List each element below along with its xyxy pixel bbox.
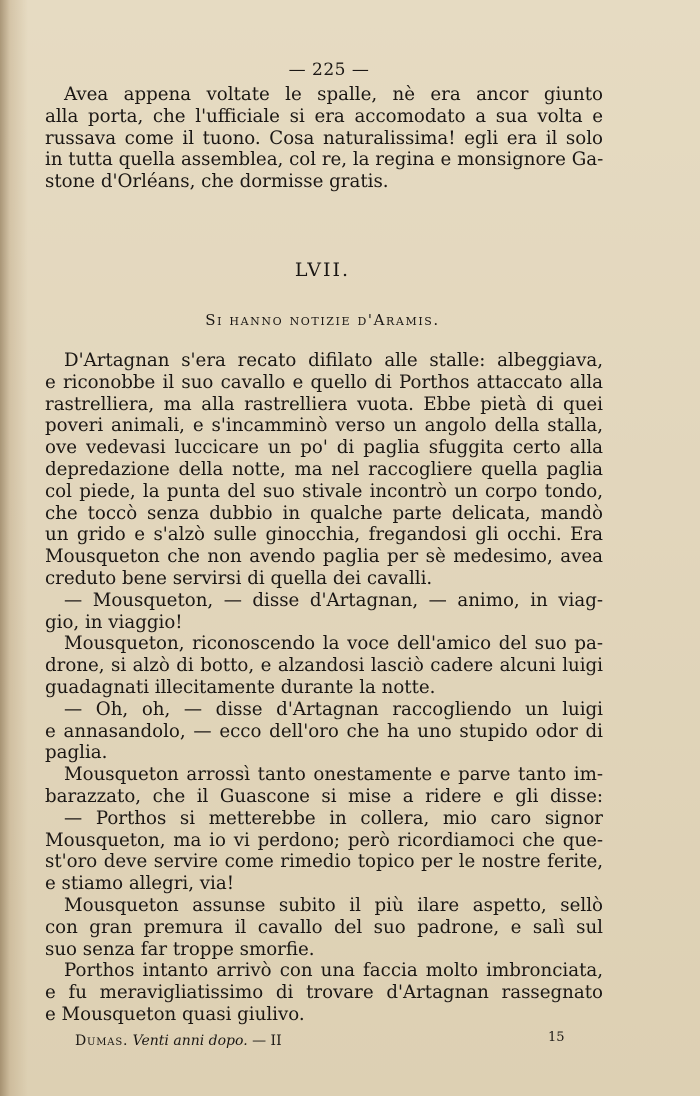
footer-imprint	[75, 1033, 282, 1049]
text-line: Porthos intanto arrivò con una faccia molto imbronciata,	[64, 960, 603, 982]
text-line: che toccò senza dubbio in qualche parte delicata, mandò	[45, 502, 603, 524]
text-line: e stiamo allegri, via!	[45, 873, 235, 895]
text-line: D'Artagnan s'era recato difilato alle stalle: albeggiava,	[64, 350, 603, 371]
text-line: poveri animali, e s'incamminò verso un angolo della stalla,	[45, 415, 603, 437]
text-line: Avea appena voltate le spalle, nè era ancor giunto	[64, 84, 603, 105]
chapter-number: LVII.	[294, 259, 351, 281]
footer-author: Dumas.	[75, 1033, 129, 1049]
text-line: — Oh, oh, — disse d'Artagnan raccogliendo un luigi	[64, 698, 603, 720]
text-line: gio, in viaggio!	[45, 611, 183, 633]
text-line: suo senza far troppe smorfie.	[45, 938, 315, 960]
text-line: Mousqueton, ma io vi perdono; però ricordiamoci che que-	[45, 829, 603, 851]
text-line: rastrelliera, ma alla rastrelliera vuota. Ebbe pietà di quei	[45, 393, 603, 415]
text-line: un grido e s'alzò sulle ginocchia, fregandosi gli occhi. Era	[45, 524, 603, 546]
text-line: barazzato, che il Guascone si mise a ridere e gli disse:	[45, 785, 603, 807]
text-line: ove vedevasi luccicare un po' di paglia sfuggita certo alla	[45, 437, 603, 459]
text-line: con gran premura il cavallo del suo padrone, e salì sul	[45, 916, 603, 938]
text-line: st'oro deve servire come rimedio topico per le nostre ferite,	[45, 851, 603, 873]
text-line: depredazione della notte, ma nel raccogliere quella paglia	[45, 458, 603, 480]
text-line: stone d'Orléans, che dormisse gratis.	[45, 171, 389, 193]
footer-title: Venti anni dopo.	[132, 1033, 248, 1049]
signature-mark: 15	[548, 1030, 565, 1045]
text-line: drone, si alzò di botto, e alzandosi lasciò cadere alcuni luigi	[45, 655, 603, 677]
text-line: Mousqueton assunse subito il più ilare aspetto, sellò	[64, 894, 603, 916]
footer-volume: — II	[252, 1033, 282, 1049]
text-line: e riconobbe il suo cavallo e quello di Porthos attaccato alla	[45, 371, 603, 393]
text-line: — Porthos si metterebbe in collera, mio caro signor	[64, 807, 603, 829]
text-line: Mousqueton arrossì tanto onestamente e parve tanto im-	[64, 764, 603, 786]
text-line: alla porta, che l'ufficiale si era accomodato a sua volta e	[45, 105, 603, 127]
top-paragraph	[45, 84, 603, 193]
chapter-title: Si hanno notizie d'Aramis.	[205, 311, 440, 329]
text-line: col piede, la punta del suo stivale incontrò un corpo tondo,	[45, 480, 603, 502]
text-line: Mousqueton che non avendo paglia per sè medesimo, avea	[45, 546, 603, 568]
text-line: guadagnati illecitamente durante la notte.	[45, 676, 436, 698]
text-line: paglia.	[45, 742, 108, 764]
text-line: e annasandolo, — ecco dell'oro che ha uno stupido odor di	[45, 720, 603, 742]
text-line: — Mousqueton, — disse d'Artagnan, — animo, in viag-	[64, 589, 603, 611]
text-line: in tutta quella assemblea, col re, la regina e monsignore Ga-	[45, 149, 604, 171]
text-line: Mousqueton, riconoscendo la voce dell'amico del suo pa-	[64, 633, 603, 655]
text-line: russava come il tuono. Cosa naturalissima! egli era il solo	[45, 127, 603, 149]
text-line: e Mousqueton quasi giulivo.	[45, 1003, 305, 1025]
chapter-body	[45, 350, 603, 1026]
page-number: — 225 —	[288, 60, 370, 80]
text-line: e fu meravigliatissimo di trovare d'Artagnan rassegnato	[45, 982, 603, 1004]
text-line: creduto bene servirsi di quella dei cavalli.	[45, 567, 433, 589]
